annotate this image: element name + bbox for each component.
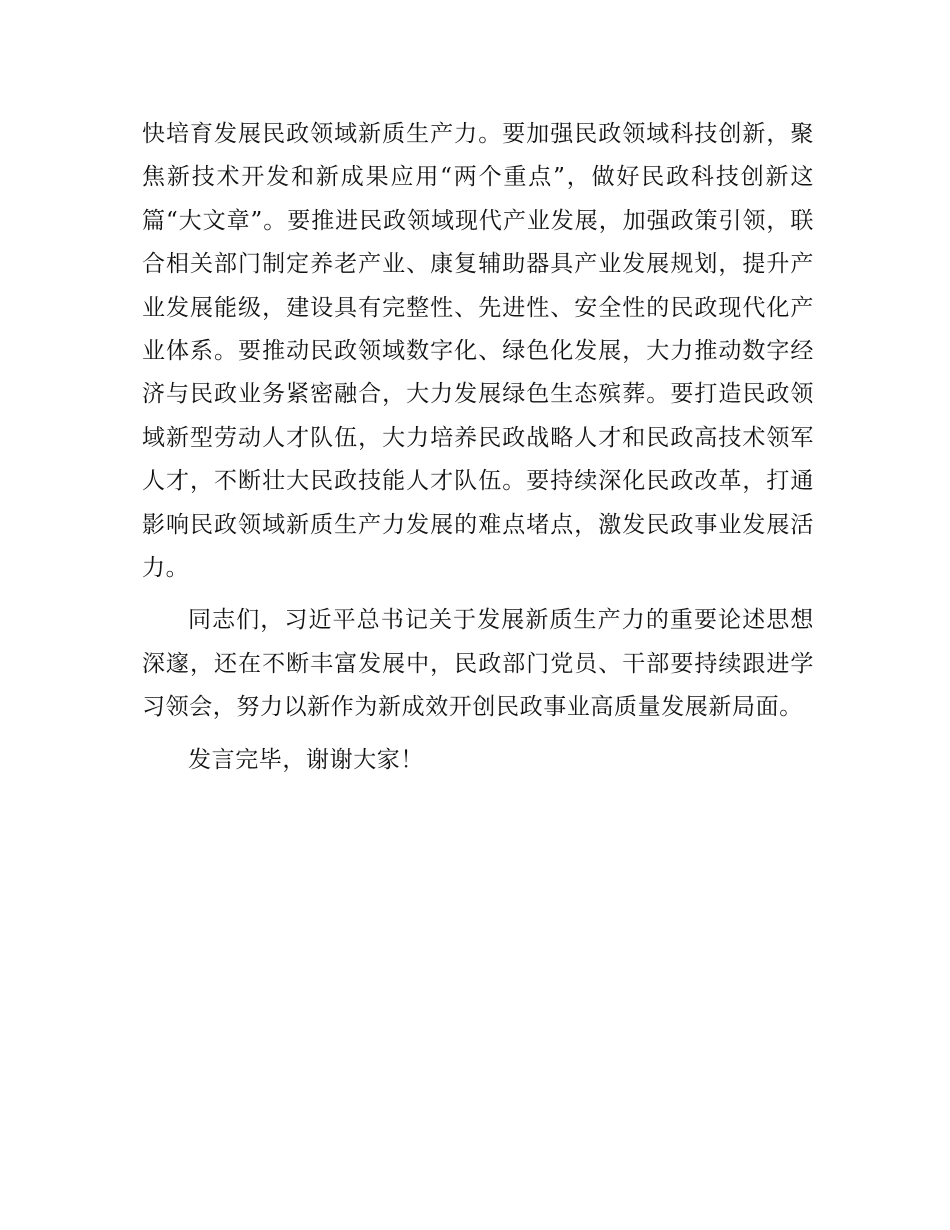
paragraph-closing-remarks: 同志们，习近平总书记关于发展新质生产力的重要论述思想深邃，还在不断丰富发展中，民政部门党员、干部要持续跟进学习领会，努力以新作为新成效开创民政事业高质量发展新局面。 [142, 607, 814, 721]
paragraph-continuation: 快培育发展民政领域新质生产力。要加强民政领域科技创新，聚焦新技术开发和新成果应用“两个重点”，做好民政科技创新这篇“大文章”。要推进民政领域现代产业发展，加强政策引领，联合相关部门制定养老产业、康复辅助器具产业发展规划，提升产业发展能级，建设具有完整性、先进性、安全性的民政现代化产业体系。要推动民政领域数字化、绿色化发展，大力推动数字经济与民政业务紧密融合，大力发展绿色生态殡葬。要打造民政领域新型劳动人才队伍，大力培养民政战略人才和民政高技术领军人才，不断壮大民政技能人才队伍。要持续深化民政改革，打通影响民政领域新质生产力发展的难点堵点，激发民政事业发展活力。 [142, 121, 814, 582]
document-body [142, 113, 814, 782]
paragraph-thanks: 发言完毕，谢谢大家！ [188, 746, 424, 773]
